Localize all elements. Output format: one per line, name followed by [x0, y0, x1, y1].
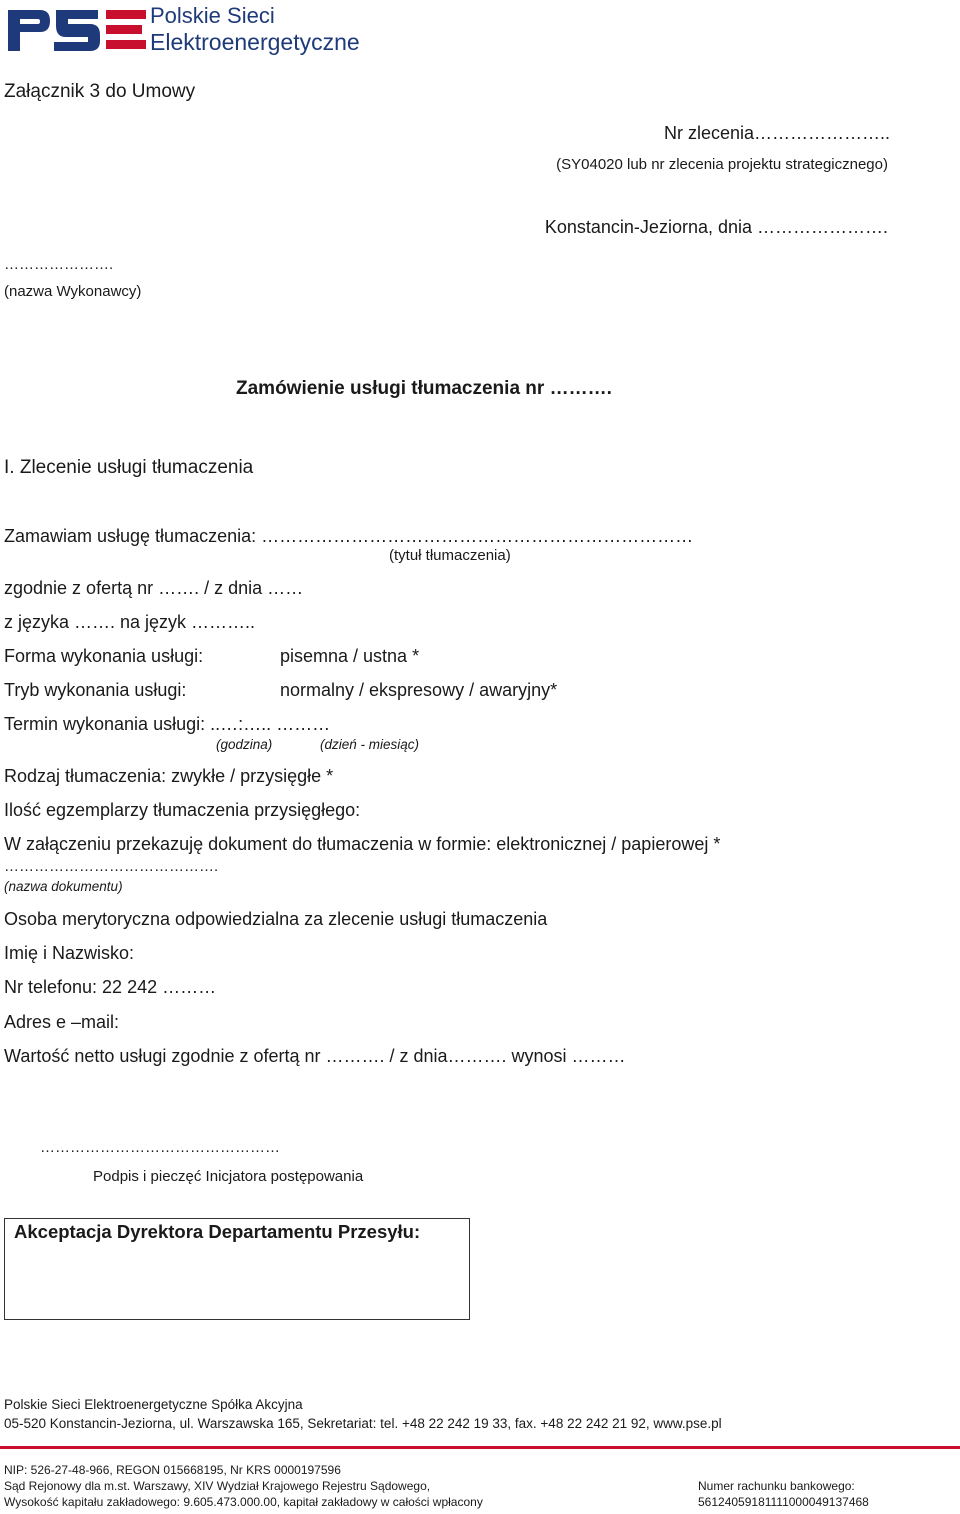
- order-service-line: Zamawiam usługę tłumaczenia: ………………………………………………………………: [4, 526, 694, 546]
- form-label: Forma wykonania usługi:: [4, 646, 204, 666]
- footer-court: Sąd Rejonowy dla m.st. Warszawy, XIV Wydział Krajowego Rejestru Sądowego,: [4, 1479, 431, 1493]
- document-name-field: …………………………………….: [4, 858, 219, 875]
- acceptance-box: [4, 1218, 470, 1320]
- signature-field: …………………………………………: [40, 1139, 280, 1156]
- logo-company-name-line2: Elektroenergetyczne: [150, 29, 360, 55]
- footer-bank-label: Numer rachunku bankowego:: [698, 1479, 855, 1493]
- footer-ids: NIP: 526-27-48-966, REGON 015668195, Nr KRS 0000197596: [4, 1463, 341, 1477]
- order-number-field: Nr zlecenia…………………..: [663, 123, 890, 143]
- mode-value: normalny / ekspresowy / awaryjny*: [280, 680, 558, 700]
- section-title: I. Zlecenie usługi tłumaczenia: [4, 457, 254, 478]
- form-value: pisemna / ustna *: [280, 646, 420, 666]
- phone-line: Nr telefonu: 22 242 ………: [4, 977, 217, 997]
- acceptance-title: Akceptacja Dyrektora Departamentu Przesyłu:: [14, 1221, 421, 1242]
- value-line: Wartość netto usługi zgodnie z ofertą nr ………. / z dnia………. wynosi ………: [4, 1046, 626, 1066]
- language-line: z języka ……. na język ………..: [4, 612, 256, 632]
- name-line: Imię i Nazwisko:: [4, 943, 135, 963]
- signature-label: Podpis i pieczęć Inicjatora postępowania: [93, 1168, 364, 1185]
- email-line: Adres e –mail:: [4, 1012, 120, 1032]
- copies-line: Ilość egzemplarzy tłumaczenia przysięgłego:: [4, 800, 361, 820]
- document-name-label: (nazwa dokumentu): [4, 879, 123, 894]
- contractor-name-field: ………………….: [4, 256, 114, 273]
- order-number-note: (SY04020 lub nr zlecenia projektu strategicznego): [556, 156, 888, 173]
- contractor-name-label: (nazwa Wykonawcy): [4, 283, 142, 300]
- attachment-label: Załącznik 3 do Umowy: [4, 81, 196, 102]
- translation-kind-line: Rodzaj tłumaczenia: zwykłe / przysięgłe *: [4, 766, 334, 786]
- translation-title-label: (tytuł tłumaczenia): [389, 547, 511, 564]
- deadline-date-label: (dzień - miesiąc): [320, 737, 420, 752]
- offer-line: zgodnie z ofertą nr ……. / z dnia ……: [4, 578, 304, 598]
- document-title: Zamówienie usługi tłumaczenia nr ……….: [236, 378, 612, 399]
- footer-capital: Wysokość kapitału zakładowego: 9.605.473.000.00, kapitał zakładowy w całości wpłacony: [4, 1495, 483, 1509]
- responsible-person-heading: Osoba merytoryczna odpowiedzialna za zlecenie usługi tłumaczenia: [4, 909, 548, 929]
- mode-label: Tryb wykonania usługi:: [4, 680, 187, 700]
- svg-text:PSE: PSE: [6, 5, 9, 6]
- pse-logo: [6, 5, 148, 60]
- deadline-hour-label: (godzina): [216, 737, 273, 752]
- footer-company: Polskie Sieci Elektroenergetyczne Spółka Akcyjna: [4, 1397, 303, 1412]
- place-date-field: Konstancin-Jeziorna, dnia ………………….: [544, 217, 888, 237]
- deadline-line: Termin wykonania usługi: ..…:….. ………: [4, 714, 331, 734]
- footer-bank-number: 56124059181111000049137468: [698, 1495, 869, 1509]
- logo-company-name-line1: Polskie Sieci: [150, 3, 275, 28]
- footer-address: 05-520 Konstancin-Jeziorna, ul. Warszawska 165, Sekretariat: tel. +48 22 242 19 33, fax. +48 22 242 21 92, www.pse.pl: [4, 1416, 722, 1431]
- attachment-form-line: W załączeniu przekazuję dokument do tłumaczenia w formie: elektronicznej / papierowej *: [4, 834, 721, 854]
- pse-logo-mark-icon: [6, 5, 148, 55]
- footer-divider: [0, 1446, 960, 1449]
